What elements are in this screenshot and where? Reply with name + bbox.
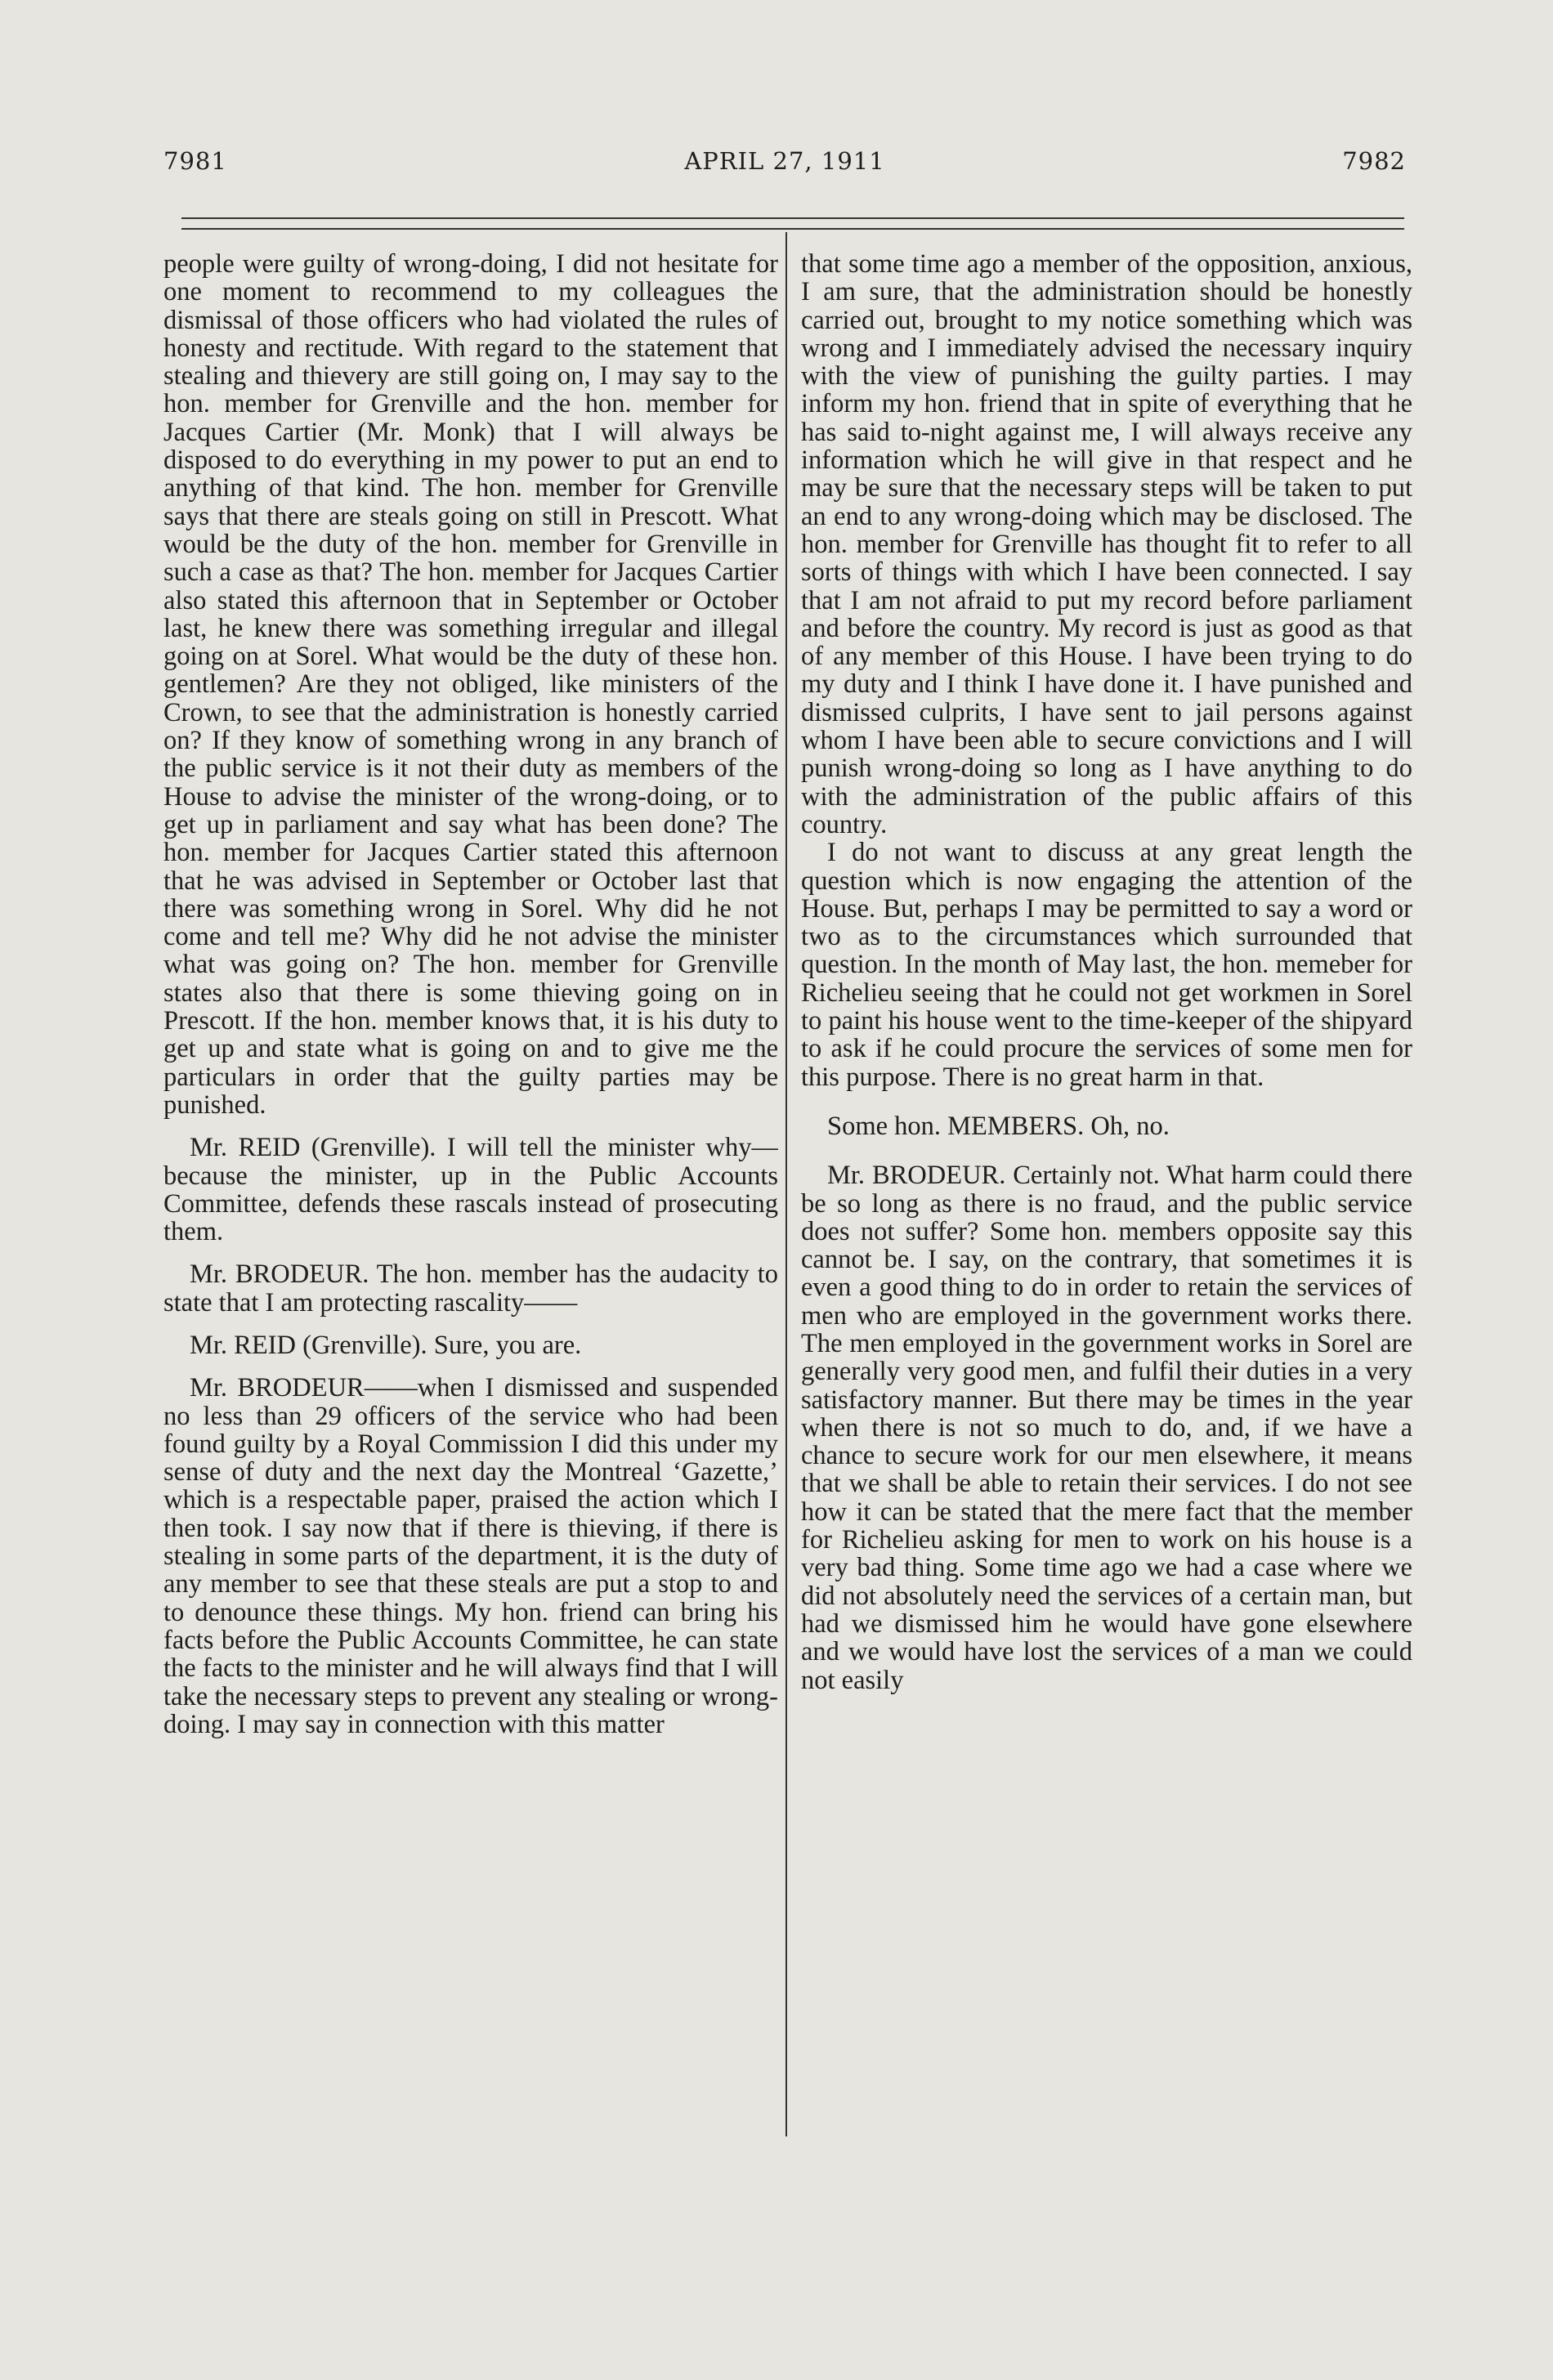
paragraph: that some time ago a member of the opposition, anxious, I am sure, that the administration should be honestly carried out, brought to my notice something which was wrong and I immediately advised the necessary inquiry with the view of punishing the guilty parties. I may inform my hon. friend that in spite of everything that he has said to-night against me, I will always receive any information which he will give in that respect and he may be sure that the necessary steps will be taken to put an end to any wrong-doing which may be disclosed. The hon. member for Grenville has thought fit to refer to all sorts of things with which I have been connected. I say that I am not afraid to put my record before parliament and before the country. My record is just as good as that of any member of this House. I have been trying to do my duty and I think I have done it. I have punished and dismissed culprits, I have sent to jail persons against whom I have been able to secure convictions and I will punish wrong-doing so long as I have anything to do with the administration of the public affairs of this country. bbox=[801, 250, 1412, 839]
page-header bbox=[163, 147, 1406, 196]
paragraph: Mr. BRODEUR. Certainly not. What harm could there be so long as there is no fraud, and the public service does not suffer? Some hon. members opposite say this cannot be. I say, on the contrary, that sometimes it is even a good thing to do in order to retain the services of men who are employed in the government works there. The men employed in the government works in Sorel are generally very good men, and fulfil their duties in a very satisfactory manner. But there may be times in the year when there is not so much to do, and, if we have a chance to secure work for our men elsewhere, it means that we shall be able to retain their services. I do not see how it can be stated that the mere fact that the member for Richelieu asking for men to work on his house is a very bad thing. Some time ago we had a case where we did not absolutely need the services of a certain man, but had we dismissed him he would have gone elsewhere and we would have lost the services of a man we could not easily bbox=[801, 1161, 1412, 1695]
paragraph: Mr. REID (Grenville). I will tell the minister why—because the minister, up in the Public Accounts Committee, defends these rascals instead of prosecuting them. bbox=[163, 1133, 778, 1247]
right-column bbox=[801, 250, 1412, 2138]
paragraph: people were guilty of wrong-doing, I did not hesitate for one moment to recommend to my colleagues the dismissal of those officers who had violated the rules of honesty and rectitude. With regard to the statement that stealing and thievery are still going on, I may say to the hon. member for Grenville and the hon. member for Jacques Cartier (Mr. Monk) that I will always be disposed to do everything in my power to put an end to anything of that kind. The hon. member for Grenville says that there are steals going on still in Prescott. What would be the duty of the hon. member for Grenville in such a case as that? The hon. member for Jacques Cartier also stated this afternoon that in September or October last, he knew there was something irregular and illegal going on at Sorel. What would be the duty of these hon. gentlemen? Are they not obliged, like ministers of the Crown, to see that the administration is honestly carried on? If they know of something wrong in any branch of the public service is it not their duty as members of the House to advise the minister of the wrong-doing, or to get up in parliament and say what has been done? The hon. member for Jacques Cartier stated this afternoon that he was advised in September or October last that there was something wrong in Sorel. Why did he not come and tell me? Why did he not advise the minister what was going on? The hon. member for Grenville states also that there is some thieving going on in Prescott. If the hon. member knows that, it is his duty to get up and state what is going on and to give me the particulars in order that the guilty parties may be punished. bbox=[163, 250, 778, 1120]
paragraph: Mr. REID (Grenville). Sure, you are. bbox=[190, 1330, 582, 1360]
header-rule-top bbox=[181, 217, 1404, 219]
left-column bbox=[163, 250, 778, 2138]
paragraph: Mr. BRODEUR——when I dismissed and suspended no less than 29 officers of the service who had been found guilty by a Royal Commission I did this under my sense of duty and the next day the Montreal ‘Gazette,’ which is a respectable paper, praised the action which I then took. I say now that if there is thieving, if there is stealing in some parts of the department, it is the duty of any member to see that these steals are put a stop to and to denounce these things. My hon. friend can bring his facts before the Public Accounts Committee, he can state the facts to the minister and he will always find that I will take the necessary steps to prevent any stealing or wrong-doing. I may say in connection with this matter bbox=[163, 1373, 778, 1739]
header-rule-bottom bbox=[181, 228, 1404, 230]
header-date: APRIL 27, 1911 bbox=[684, 147, 885, 175]
paragraph: Mr. BRODEUR. The hon. member has the audacity to state that I am protecting rascality—— bbox=[163, 1259, 778, 1318]
paragraph: Some hon. MEMBERS. Oh, no. bbox=[827, 1111, 1170, 1141]
page-number-left: 7981 bbox=[163, 147, 227, 175]
column-divider bbox=[785, 232, 787, 2136]
paragraph: I do not want to discuss at any great length the question which is now engaging the attention of the House. But, perhaps I may be permitted to say a word or two as to the circumstances which surrounded that question. In the month of May last, the hon. memeber for Richelieu seeing that he could not get workmen in Sorel to paint his house went to the time-keeper of the shipyard to ask if he could procure the services of some men for this purpose. There is no great harm in that. bbox=[801, 838, 1412, 1092]
page-number-right: 7982 bbox=[1342, 147, 1406, 175]
